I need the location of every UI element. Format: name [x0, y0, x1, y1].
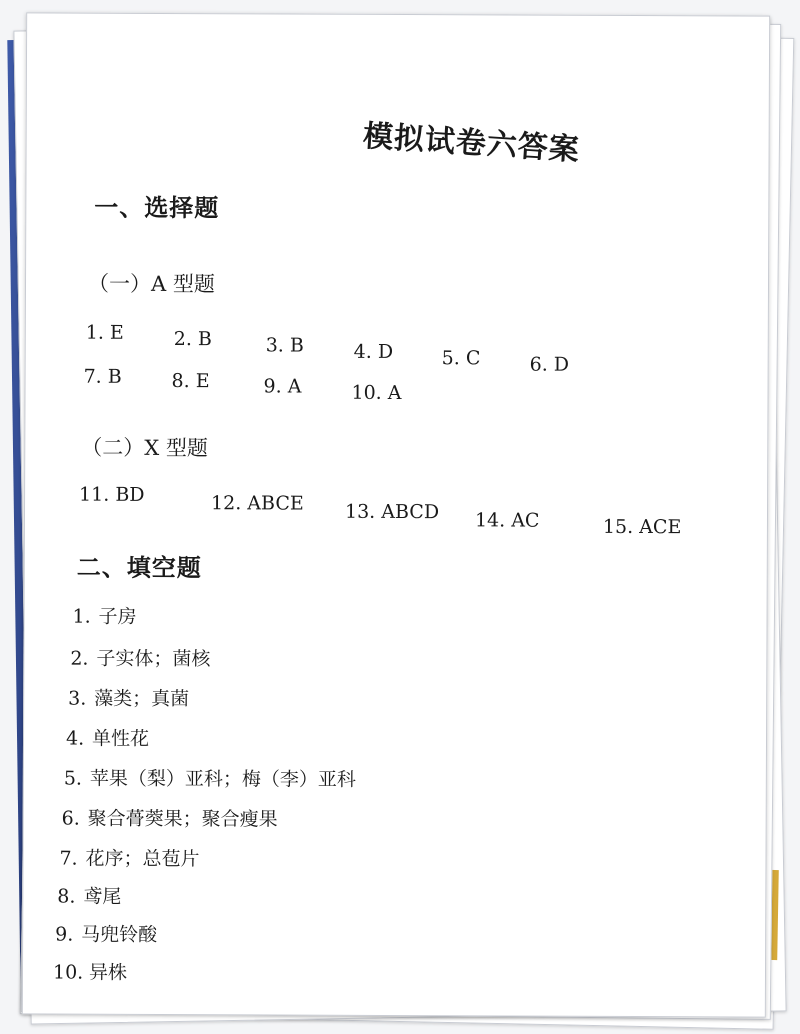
fill-item	[59, 844, 199, 872]
fill-item-text: 马兜铃酸	[81, 923, 158, 946]
answer-item: 6. D	[529, 353, 570, 376]
answer-item: 14. AC	[474, 509, 540, 532]
fill-item-text: 苹果（梨）亚科；梅（李）亚科	[89, 767, 356, 791]
page-title: 模拟试卷六答案	[361, 118, 581, 168]
fill-item-number: 6.	[61, 807, 80, 830]
fill-item-text: 鸢尾	[83, 885, 122, 908]
answer-item: 2. B	[173, 328, 212, 351]
section-heading-choice: 一、选择题	[94, 192, 220, 223]
fill-item	[53, 958, 127, 985]
answer-item: 3. B	[265, 334, 304, 357]
fill-item-number: 9.	[55, 923, 74, 946]
answer-item: 4. D	[353, 340, 394, 363]
section-heading-fill: 二、填空题	[76, 552, 202, 583]
fill-item-text: 花序；总苞片	[85, 847, 200, 871]
fill-item	[66, 724, 149, 751]
fill-item-text: 藻类；真菌	[94, 687, 190, 711]
fill-item	[73, 602, 137, 629]
fill-item-text: 单性花	[91, 727, 150, 750]
answer-item: 5. C	[441, 347, 481, 370]
fill-item	[68, 684, 189, 712]
answer-item: 9. A	[263, 375, 302, 398]
answer-item: 7. B	[83, 365, 122, 388]
fill-item-text: 异株	[88, 961, 128, 984]
fill-item-number: 1.	[72, 605, 91, 628]
fill-item	[64, 764, 356, 792]
answer-item: 10. A	[351, 381, 402, 405]
fill-item-text: 子房	[98, 605, 137, 628]
subsection-heading-x: （二）X 型题	[81, 435, 208, 461]
fill-item-text: 聚合蓇葖果；聚合瘦果	[87, 807, 278, 831]
subsection-heading-a: （一）A 型题	[87, 271, 215, 297]
fill-item-number: 3.	[68, 687, 87, 710]
fill-item-number: 7.	[59, 847, 78, 870]
answer-item: 15. ACE	[602, 515, 682, 539]
answer-item: 11. BD	[79, 483, 145, 506]
answer-item: 1. E	[85, 321, 124, 344]
answer-item: 8. E	[171, 370, 210, 393]
fill-item	[62, 804, 278, 832]
fill-item-number: 5.	[63, 767, 83, 790]
fill-item-number: 2.	[70, 647, 89, 670]
answer-item: 13. ABCD	[344, 500, 440, 524]
fill-item	[57, 882, 121, 909]
fill-item-number: 4.	[65, 727, 85, 750]
fill-item-number: 8.	[57, 885, 76, 908]
answer-item: 12. ABCE	[211, 492, 304, 515]
fill-item	[55, 920, 157, 947]
fill-item	[70, 644, 210, 672]
fill-item-number: 10.	[52, 961, 84, 984]
fill-item-text: 子实体；菌核	[96, 647, 211, 671]
answer-sheet	[22, 12, 770, 1017]
